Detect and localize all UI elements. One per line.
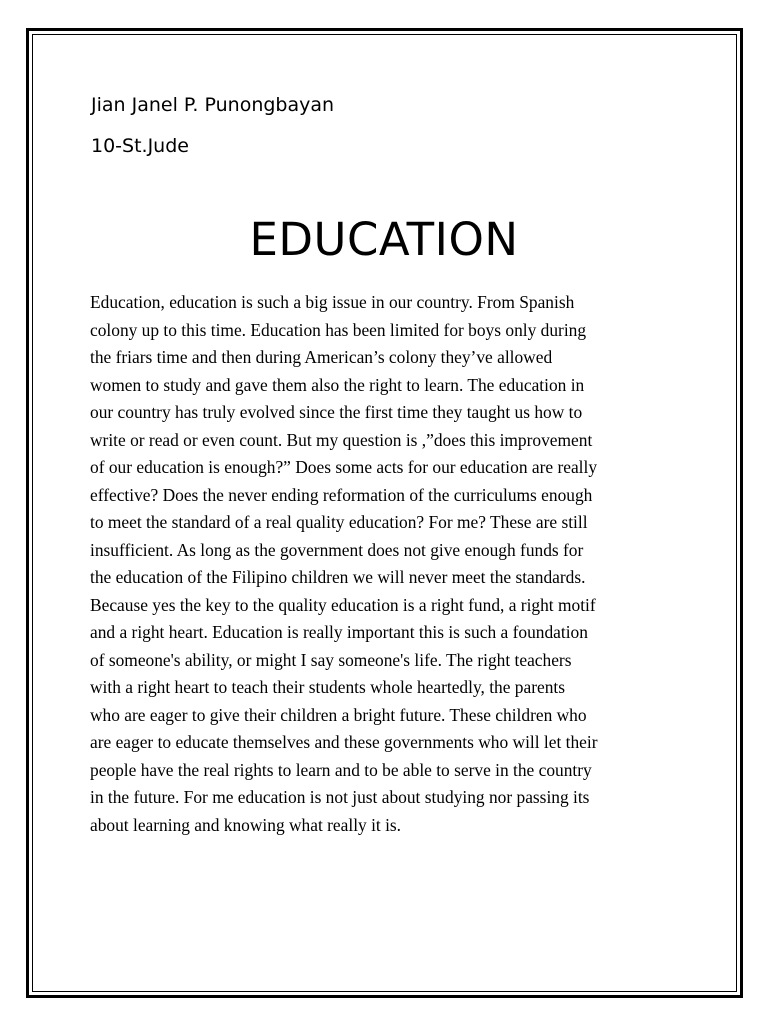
essay-line: of someone's ability, or might I say someone's life. The right teachers — [90, 649, 572, 670]
essay-line: our country has truly evolved since the first time they taught us how to — [90, 402, 583, 422]
essay-line: of our education is enough?” Does some acts for our education are really — [90, 457, 598, 477]
essay-line: people have the real rights to learn and to be able to serve in the country — [90, 759, 592, 780]
essay-line: insufficient. As long as the government does not give enough funds for — [90, 539, 584, 560]
essay-line: and a right heart. Education is really important this is such a foundation — [90, 622, 588, 642]
essay-line: who are eager to give their children a bright future. These children who — [90, 704, 587, 725]
essay-line: effective? Does the never ending reformation of the curriculums enough — [90, 484, 593, 505]
essay-line: Because yes the key to the quality education is a right fund, a right motif — [90, 594, 596, 615]
essay-line: to meet the standard of a real quality education? For me? These are still — [90, 512, 588, 532]
essay-line: with a right heart to teach their students whole heartedly, the parents — [90, 677, 566, 697]
essay-line: write or read or even count. But my question is ,”does this improvement — [90, 429, 593, 450]
essay-line: are eager to educate themselves and these governments who will let their — [90, 732, 598, 752]
essay-line: about learning and knowing what really it is. — [90, 814, 402, 835]
essay-line: colony up to this time. Education has been limited for boys only during — [90, 319, 587, 340]
essay-line: the friars time and then during American’s colony they’ve allowed — [90, 347, 553, 367]
author-name: Jian Janel P. Punongbayan — [91, 94, 335, 116]
essay-line: Education, education is such a big issue in our country. From Spanish — [90, 292, 575, 312]
essay-line: in the future. For me education is not just about studying nor passing its — [90, 787, 590, 807]
essay-line: women to study and gave them also the right to learn. The education in — [90, 374, 585, 395]
student-section: 10-St.Jude — [91, 135, 189, 157]
essay-line: the education of the Filipino children we will never meet the standards. — [90, 567, 586, 587]
essay-body — [90, 289, 690, 839]
essay-title: EDUCATION — [249, 213, 519, 266]
